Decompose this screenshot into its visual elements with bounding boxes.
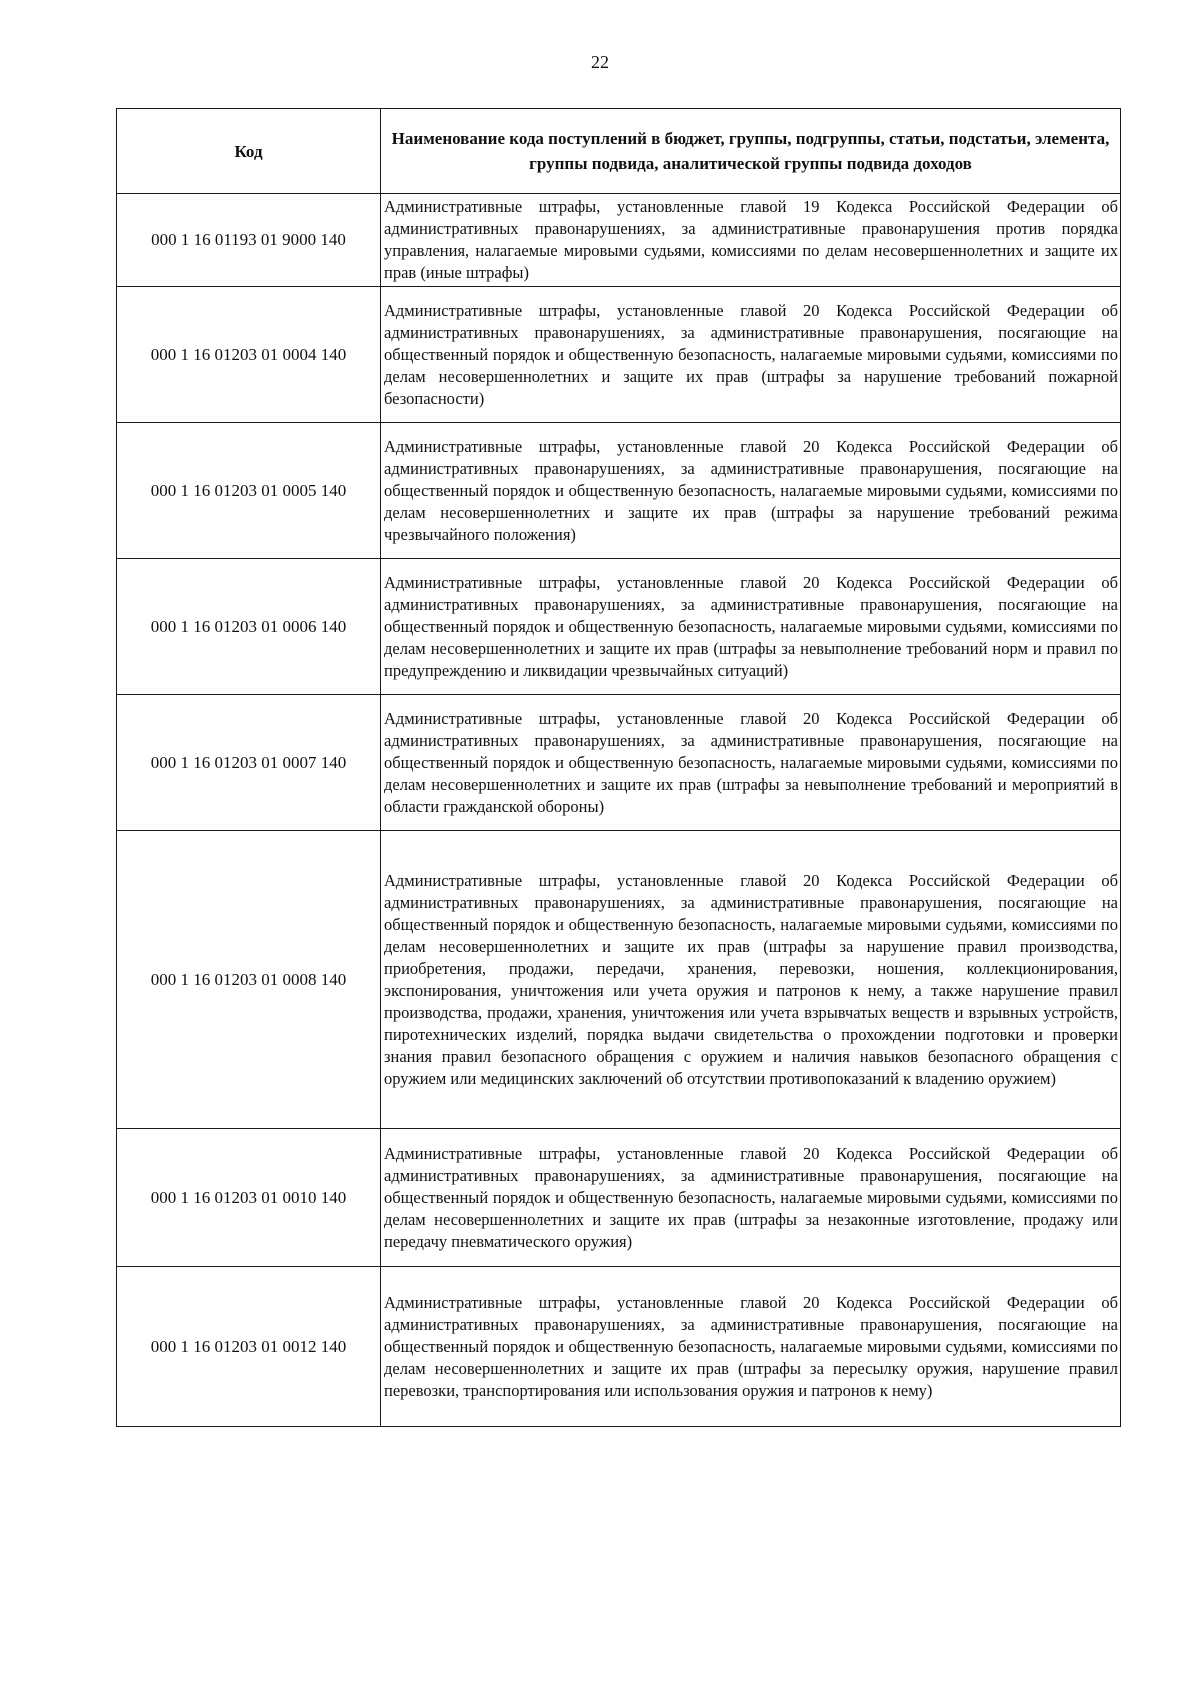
header-name: Наименование кода поступлений в бюджет, группы, подгруппы, статьи, подстатьи, элемента, группы подвида, аналитической группы подвида доходов: [381, 109, 1121, 194]
row-code: 000 1 16 01193 01 9000 140: [117, 194, 381, 287]
row-code: 000 1 16 01203 01 0008 140: [117, 831, 381, 1129]
table-row: [117, 695, 1121, 831]
row-name: Административные штрафы, установленные главой 20 Кодекса Российской Федерации об административных правонарушениях, за административные правонарушения, посягающие на общественный порядок и общественную безопасность, налагаемые мировыми судьями, комиссиями по делам несовершеннолетних и защите их прав (штрафы за нарушение требований режима чрезвычайного положения): [381, 423, 1121, 559]
page-number: 22: [591, 52, 609, 72]
table-row: [117, 1129, 1121, 1267]
row-code: 000 1 16 01203 01 0006 140: [117, 559, 381, 695]
row-code: 000 1 16 01203 01 0010 140: [117, 1129, 381, 1267]
table-row: [117, 423, 1121, 559]
revenue-codes-table: [116, 108, 1121, 1427]
row-name: Административные штрафы, установленные главой 20 Кодекса Российской Федерации об административных правонарушениях, за административные правонарушения, посягающие на общественный порядок и общественную безопасность, налагаемые мировыми судьями, комиссиями по делам несовершеннолетних и защите их прав (штрафы за пересылку оружия, нарушение правил перевозки, транспортирования или использования оружия и патронов к нему): [381, 1267, 1121, 1427]
table-row: [117, 1267, 1121, 1427]
row-name: Административные штрафы, установленные главой 20 Кодекса Российской Федерации об административных правонарушениях, за административные правонарушения, посягающие на общественный порядок и общественную безопасность, налагаемые мировыми судьями, комиссиями по делам несовершеннолетних и защите их прав (штрафы за невыполнение требований норм и правил по предупреждению и ликвидации чрезвычайных ситуаций): [381, 559, 1121, 695]
table-row: [117, 287, 1121, 423]
row-name: Административные штрафы, установленные главой 19 Кодекса Российской Федерации об административных правонарушениях, за административные правонарушения против порядка управления, налагаемые мировыми судьями, комиссиями по делам несовершеннолетних и защите их прав (иные штрафы): [381, 194, 1121, 287]
row-code: 000 1 16 01203 01 0005 140: [117, 423, 381, 559]
row-name: Административные штрафы, установленные главой 20 Кодекса Российской Федерации об административных правонарушениях, за административные правонарушения, посягающие на общественный порядок и общественную безопасность, налагаемые мировыми судьями, комиссиями по делам несовершеннолетних и защите их прав (штрафы за нарушение правил производства, приобретения, продажи, передачи, хранения, перевозки, ношения, коллекционирования, экспонирования, уничтожения или учета оружия и патронов к нему, а также нарушение правил производства, продажи, хранения, уничтожения или учета взрывчатых веществ и взрывных устройств, пиротехнических изделий, порядка выдачи свидетельства о прохождении подготовки и проверки знания правил безопасного обращения с оружием и наличия навыков безопасного обращения с оружием или медицинских заключений об отсутствии противопоказаний к владению оружием): [381, 831, 1121, 1129]
table-row: [117, 194, 1121, 287]
table-row: [117, 831, 1121, 1129]
row-code: 000 1 16 01203 01 0007 140: [117, 695, 381, 831]
row-name: Административные штрафы, установленные главой 20 Кодекса Российской Федерации об административных правонарушениях, за административные правонарушения, посягающие на общественный порядок и общественную безопасность, налагаемые мировыми судьями, комиссиями по делам несовершеннолетних и защите их прав (штрафы за нарушение требований пожарной безопасности): [381, 287, 1121, 423]
table-row: [117, 559, 1121, 695]
row-name: Административные штрафы, установленные главой 20 Кодекса Российской Федерации об административных правонарушениях, за административные правонарушения, посягающие на общественный порядок и общественную безопасность, налагаемые мировыми судьями, комиссиями по делам несовершеннолетних и защите их прав (штрафы за невыполнение требований и мероприятий в области гражданской обороны): [381, 695, 1121, 831]
row-code: 000 1 16 01203 01 0004 140: [117, 287, 381, 423]
row-name: Административные штрафы, установленные главой 20 Кодекса Российской Федерации об административных правонарушениях, за административные правонарушения, посягающие на общественный порядок и общественную безопасность, налагаемые мировыми судьями, комиссиями по делам несовершеннолетних и защите их прав (штрафы за незаконные изготовление, продажу или передачу пневматического оружия): [381, 1129, 1121, 1267]
row-code: 000 1 16 01203 01 0012 140: [117, 1267, 381, 1427]
table-header-row: [117, 109, 1121, 194]
header-code: Код: [117, 109, 381, 194]
